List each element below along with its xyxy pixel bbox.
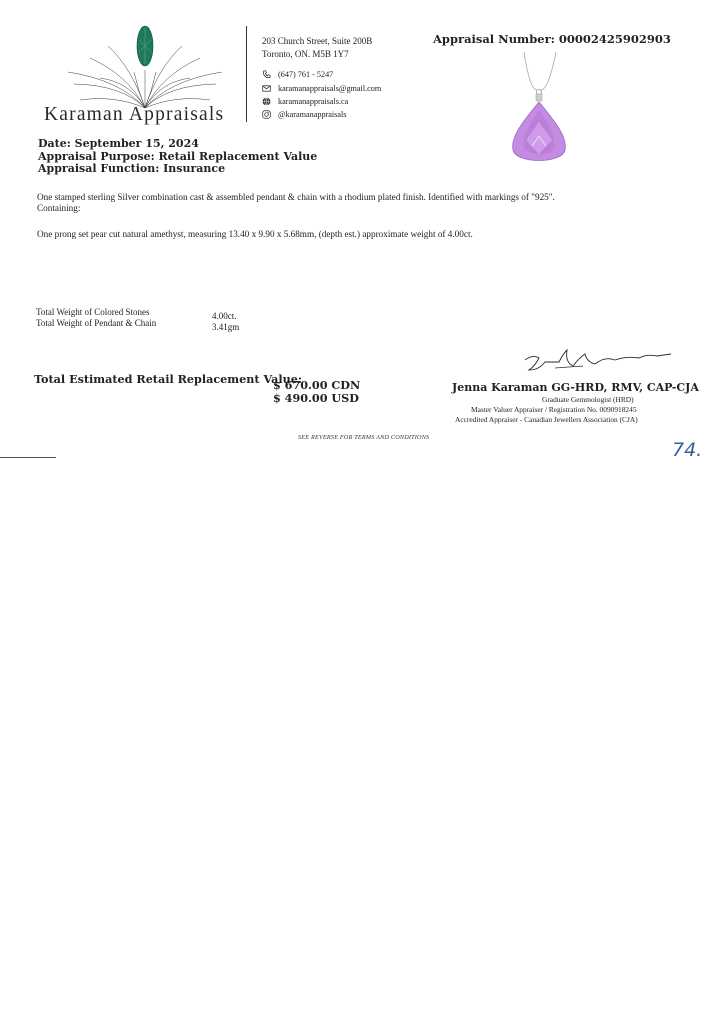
weight-value-pendant: 3.41gm [212,322,240,332]
total-value-label: Total Estimated Retail Replacement Value: [34,372,302,386]
appraisal-number: Appraisal Number: 00002425902903 [433,32,671,46]
appraisal-purpose: Appraisal Purpose: Retail Replacement Value [38,150,318,163]
mail-icon [262,84,271,93]
phone-icon [262,70,271,79]
address-line-2: Toronto, ON. M5B 1Y7 [262,49,349,59]
total-value-usd: $ 490.00 USD [273,391,359,405]
phone-text: (647) 761 - 5247 [278,70,334,79]
handwritten-page-number: 74. [672,439,703,461]
amethyst-pendant-image [496,52,576,172]
terms-note: SEE REVERSE FOR TERMS AND CONDITIONS [298,434,430,441]
header-divider [246,26,247,122]
contact-email [262,84,381,93]
total-value-cdn: $ 670.00 CDN [273,378,361,392]
instagram-text: @karamanappraisals [278,110,347,119]
instagram-icon [262,110,271,119]
description-line-1: One stamped sterling Silver combination cast & assembled pendant & chain with a rhodium plated finish. Identified with markings of "925". [37,192,555,202]
leaf-fan-logo [60,20,230,112]
scan-edge-line [0,457,56,458]
appraisal-date: Date: September 15, 2024 [38,137,199,150]
brand-name: Karaman Appraisals [44,104,225,125]
weight-label-pendant: Total Weight of Pendant & Chain [36,318,157,328]
appraiser-title-3: Accredited Appraiser - Canadian Jewellers Association (CJA) [455,415,638,424]
appraisal-function: Appraisal Function: Insurance [38,162,226,175]
weight-value-stones: 4.00ct. [212,311,237,321]
description-line-2: Containing: [37,203,81,213]
contact-website [262,97,348,106]
weight-label-stones: Total Weight of Colored Stones [36,307,150,317]
email-text: karamanappraisals@gmail.com [278,84,382,93]
appraiser-title-2: Master Valuer Appraiser / Registration No. 0090918245 [471,405,637,414]
website-text: karamanappraisals.ca [278,97,349,106]
contact-phone [262,70,333,79]
address-line-1: 203 Church Street, Suite 200B [262,36,373,46]
appraiser-name: Jenna Karaman GG-HRD, RMV, CAP-CJA [452,381,699,394]
description-line-3: One prong set pear cut natural amethyst, measuring 13.40 x 9.90 x 5.68mm, (depth est.) approximate weight of 4.00ct. [37,229,473,239]
contact-instagram [262,110,346,119]
handwritten-signature [515,340,675,378]
globe-icon [262,97,271,106]
appraiser-title-1: Graduate Gemmologist (HRD) [542,395,634,404]
